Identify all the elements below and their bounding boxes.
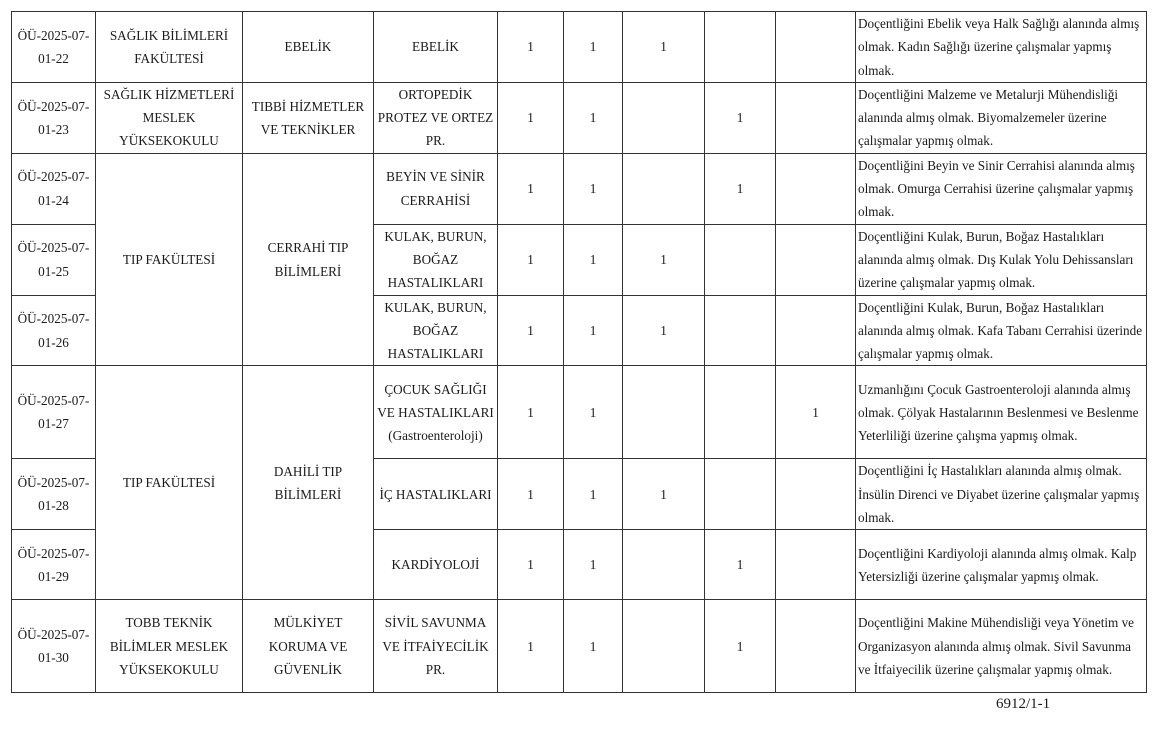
count-cell-3: 1 [623, 295, 705, 366]
count-cell-1: 1 [498, 530, 564, 600]
count-cell-4: 1 [705, 153, 776, 224]
count-cell-5 [776, 459, 856, 530]
position-code: ÖÜ-2025-07-01-23 [12, 82, 96, 153]
count-cell-1: 1 [498, 153, 564, 224]
requirement-cell: Doçentliğini Makine Mühendisliği veya Yönetim ve Organizasyon alanında almış olmak. Sivil Savunma ve İtfaiyecilik üzerine çalışmalar yapmış olmak. [856, 600, 1147, 693]
count-cell-1: 1 [498, 295, 564, 366]
count-cell-5 [776, 12, 856, 83]
requirement-cell: Doçentliğini İç Hastalıkları alanında almış olmak. İnsülin Direnci ve Diyabet üzerine çalışmalar yapmış olmak. [856, 459, 1147, 530]
count-cell-1: 1 [498, 600, 564, 693]
position-code: ÖÜ-2025-07-01-30 [12, 600, 96, 693]
count-cell-4 [705, 12, 776, 83]
count-cell-5 [776, 224, 856, 295]
faculty-cell: SAĞLIK HİZMETLERİ MESLEK YÜKSEKOKULU [96, 82, 243, 153]
count-cell-2: 1 [564, 530, 623, 600]
program-name: ÇOCUK SAĞLIĞI VE HASTALIKLARI [377, 381, 494, 420]
program-cell [374, 366, 498, 459]
position-code: ÖÜ-2025-07-01-26 [12, 295, 96, 366]
count-cell-3 [623, 530, 705, 600]
count-cell-3 [623, 153, 705, 224]
count-cell-5 [776, 530, 856, 600]
count-cell-1: 1 [498, 224, 564, 295]
requirement-cell: Uzmanlığını Çocuk Gastroenteroloji alanında almış olmak. Çölyak Hastalarının Beslenmesi ve Beslenme Yeterliliği üzerine çalışma yapmış olmak. [856, 366, 1147, 459]
department-cell: CERRAHİ TIP BİLİMLERİ [243, 153, 374, 366]
count-cell-3 [623, 600, 705, 693]
requirement-cell: Doçentliğini Kardiyoloji alanında almış olmak. Kalp Yetersizliği üzerine çalışmalar yapmış olmak. [856, 530, 1147, 600]
count-cell-2: 1 [564, 366, 623, 459]
count-cell-4 [705, 224, 776, 295]
count-cell-5 [776, 295, 856, 366]
program-cell: SİVİL SAVUNMA VE İTFAİYECİLİK PR. [374, 600, 498, 693]
count-cell-1: 1 [498, 82, 564, 153]
page-code: 6912/1-1 [996, 696, 1051, 712]
count-cell-3: 1 [623, 12, 705, 83]
position-code: ÖÜ-2025-07-01-28 [12, 459, 96, 530]
position-code: ÖÜ-2025-07-01-27 [12, 366, 96, 459]
faculty-cell: TIP FAKÜLTESİ [96, 153, 243, 366]
program-cell: KULAK, BURUN, BOĞAZ HASTALIKLARI [374, 295, 498, 366]
count-cell-1: 1 [498, 366, 564, 459]
count-cell-4: 1 [705, 530, 776, 600]
count-cell-2: 1 [564, 295, 623, 366]
count-cell-4 [705, 459, 776, 530]
faculty-cell: TOBB TEKNİK BİLİMLER MESLEK YÜKSEKOKULU [96, 600, 243, 693]
count-cell-3 [623, 82, 705, 153]
requirement-cell: Doçentliğini Kulak, Burun, Boğaz Hastalıkları alanında almış olmak. Kafa Tabanı Cerrahisi üzerinde çalışmalar yapmış olmak. [856, 295, 1147, 366]
department-cell: TIBBİ HİZMETLER VE TEKNİKLER [243, 82, 374, 153]
department-cell: DAHİLİ TIP BİLİMLERİ [243, 366, 374, 600]
count-cell-5 [776, 153, 856, 224]
program-cell: ORTOPEDİK PROTEZ VE ORTEZ PR. [374, 82, 498, 153]
count-cell-5 [776, 82, 856, 153]
table-row [12, 12, 1147, 83]
count-cell-1: 1 [498, 12, 564, 83]
count-cell-4 [705, 366, 776, 459]
program-cell: KULAK, BURUN, BOĞAZ HASTALIKLARI [374, 224, 498, 295]
table-row [12, 153, 1147, 224]
program-cell: EBELİK [374, 12, 498, 83]
count-cell-2: 1 [564, 224, 623, 295]
requirement-cell: Doçentliğini Kulak, Burun, Boğaz Hastalıkları alanında almış olmak. Dış Kulak Yolu Dehissansları üzerine çalışmalar yapmış olmak. [856, 224, 1147, 295]
count-cell-3 [623, 366, 705, 459]
count-cell-4: 1 [705, 600, 776, 693]
count-cell-2: 1 [564, 459, 623, 530]
count-cell-2: 1 [564, 600, 623, 693]
requirement-cell: Doçentliğini Malzeme ve Metalurji Mühendisliği alanında almış olmak. Biyomalzemeler üzerine çalışmalar yapmış olmak. [856, 82, 1147, 153]
department-cell: EBELİK [243, 12, 374, 83]
count-cell-2: 1 [564, 153, 623, 224]
program-cell: KARDİYOLOJİ [374, 530, 498, 600]
position-code: ÖÜ-2025-07-01-22 [12, 12, 96, 83]
count-cell-4: 1 [705, 82, 776, 153]
count-cell-4 [705, 295, 776, 366]
positions-table [11, 11, 1147, 693]
program-cell: İÇ HASTALIKLARI [374, 459, 498, 530]
count-cell-3: 1 [623, 224, 705, 295]
count-cell-2: 1 [564, 12, 623, 83]
faculty-cell: TIP FAKÜLTESİ [96, 366, 243, 600]
department-cell: MÜLKİYET KORUMA VE GÜVENLİK [243, 600, 374, 693]
program-subspecialty: (Gastroenteroloji) [388, 428, 483, 444]
requirement-cell: Doçentliğini Ebelik veya Halk Sağlığı alanında almış olmak. Kadın Sağlığı üzerine çalışmalar yapmış olmak. [856, 12, 1147, 83]
position-code: ÖÜ-2025-07-01-24 [12, 153, 96, 224]
table-row [12, 82, 1147, 153]
table-row [12, 600, 1147, 693]
position-code: ÖÜ-2025-07-01-25 [12, 224, 96, 295]
count-cell-3: 1 [623, 459, 705, 530]
count-cell-1: 1 [498, 459, 564, 530]
requirement-cell: Doçentliğini Beyin ve Sinir Cerrahisi alanında almış olmak. Omurga Cerrahisi üzerine çalışmalar yapmış olmak. [856, 153, 1147, 224]
count-cell-5 [776, 600, 856, 693]
table-row [12, 366, 1147, 459]
faculty-cell: SAĞLIK BİLİMLERİ FAKÜLTESİ [96, 12, 243, 83]
program-cell: BEYİN VE SİNİR CERRAHİSİ [374, 153, 498, 224]
position-code: ÖÜ-2025-07-01-29 [12, 530, 96, 600]
count-cell-5: 1 [776, 366, 856, 459]
count-cell-2: 1 [564, 82, 623, 153]
